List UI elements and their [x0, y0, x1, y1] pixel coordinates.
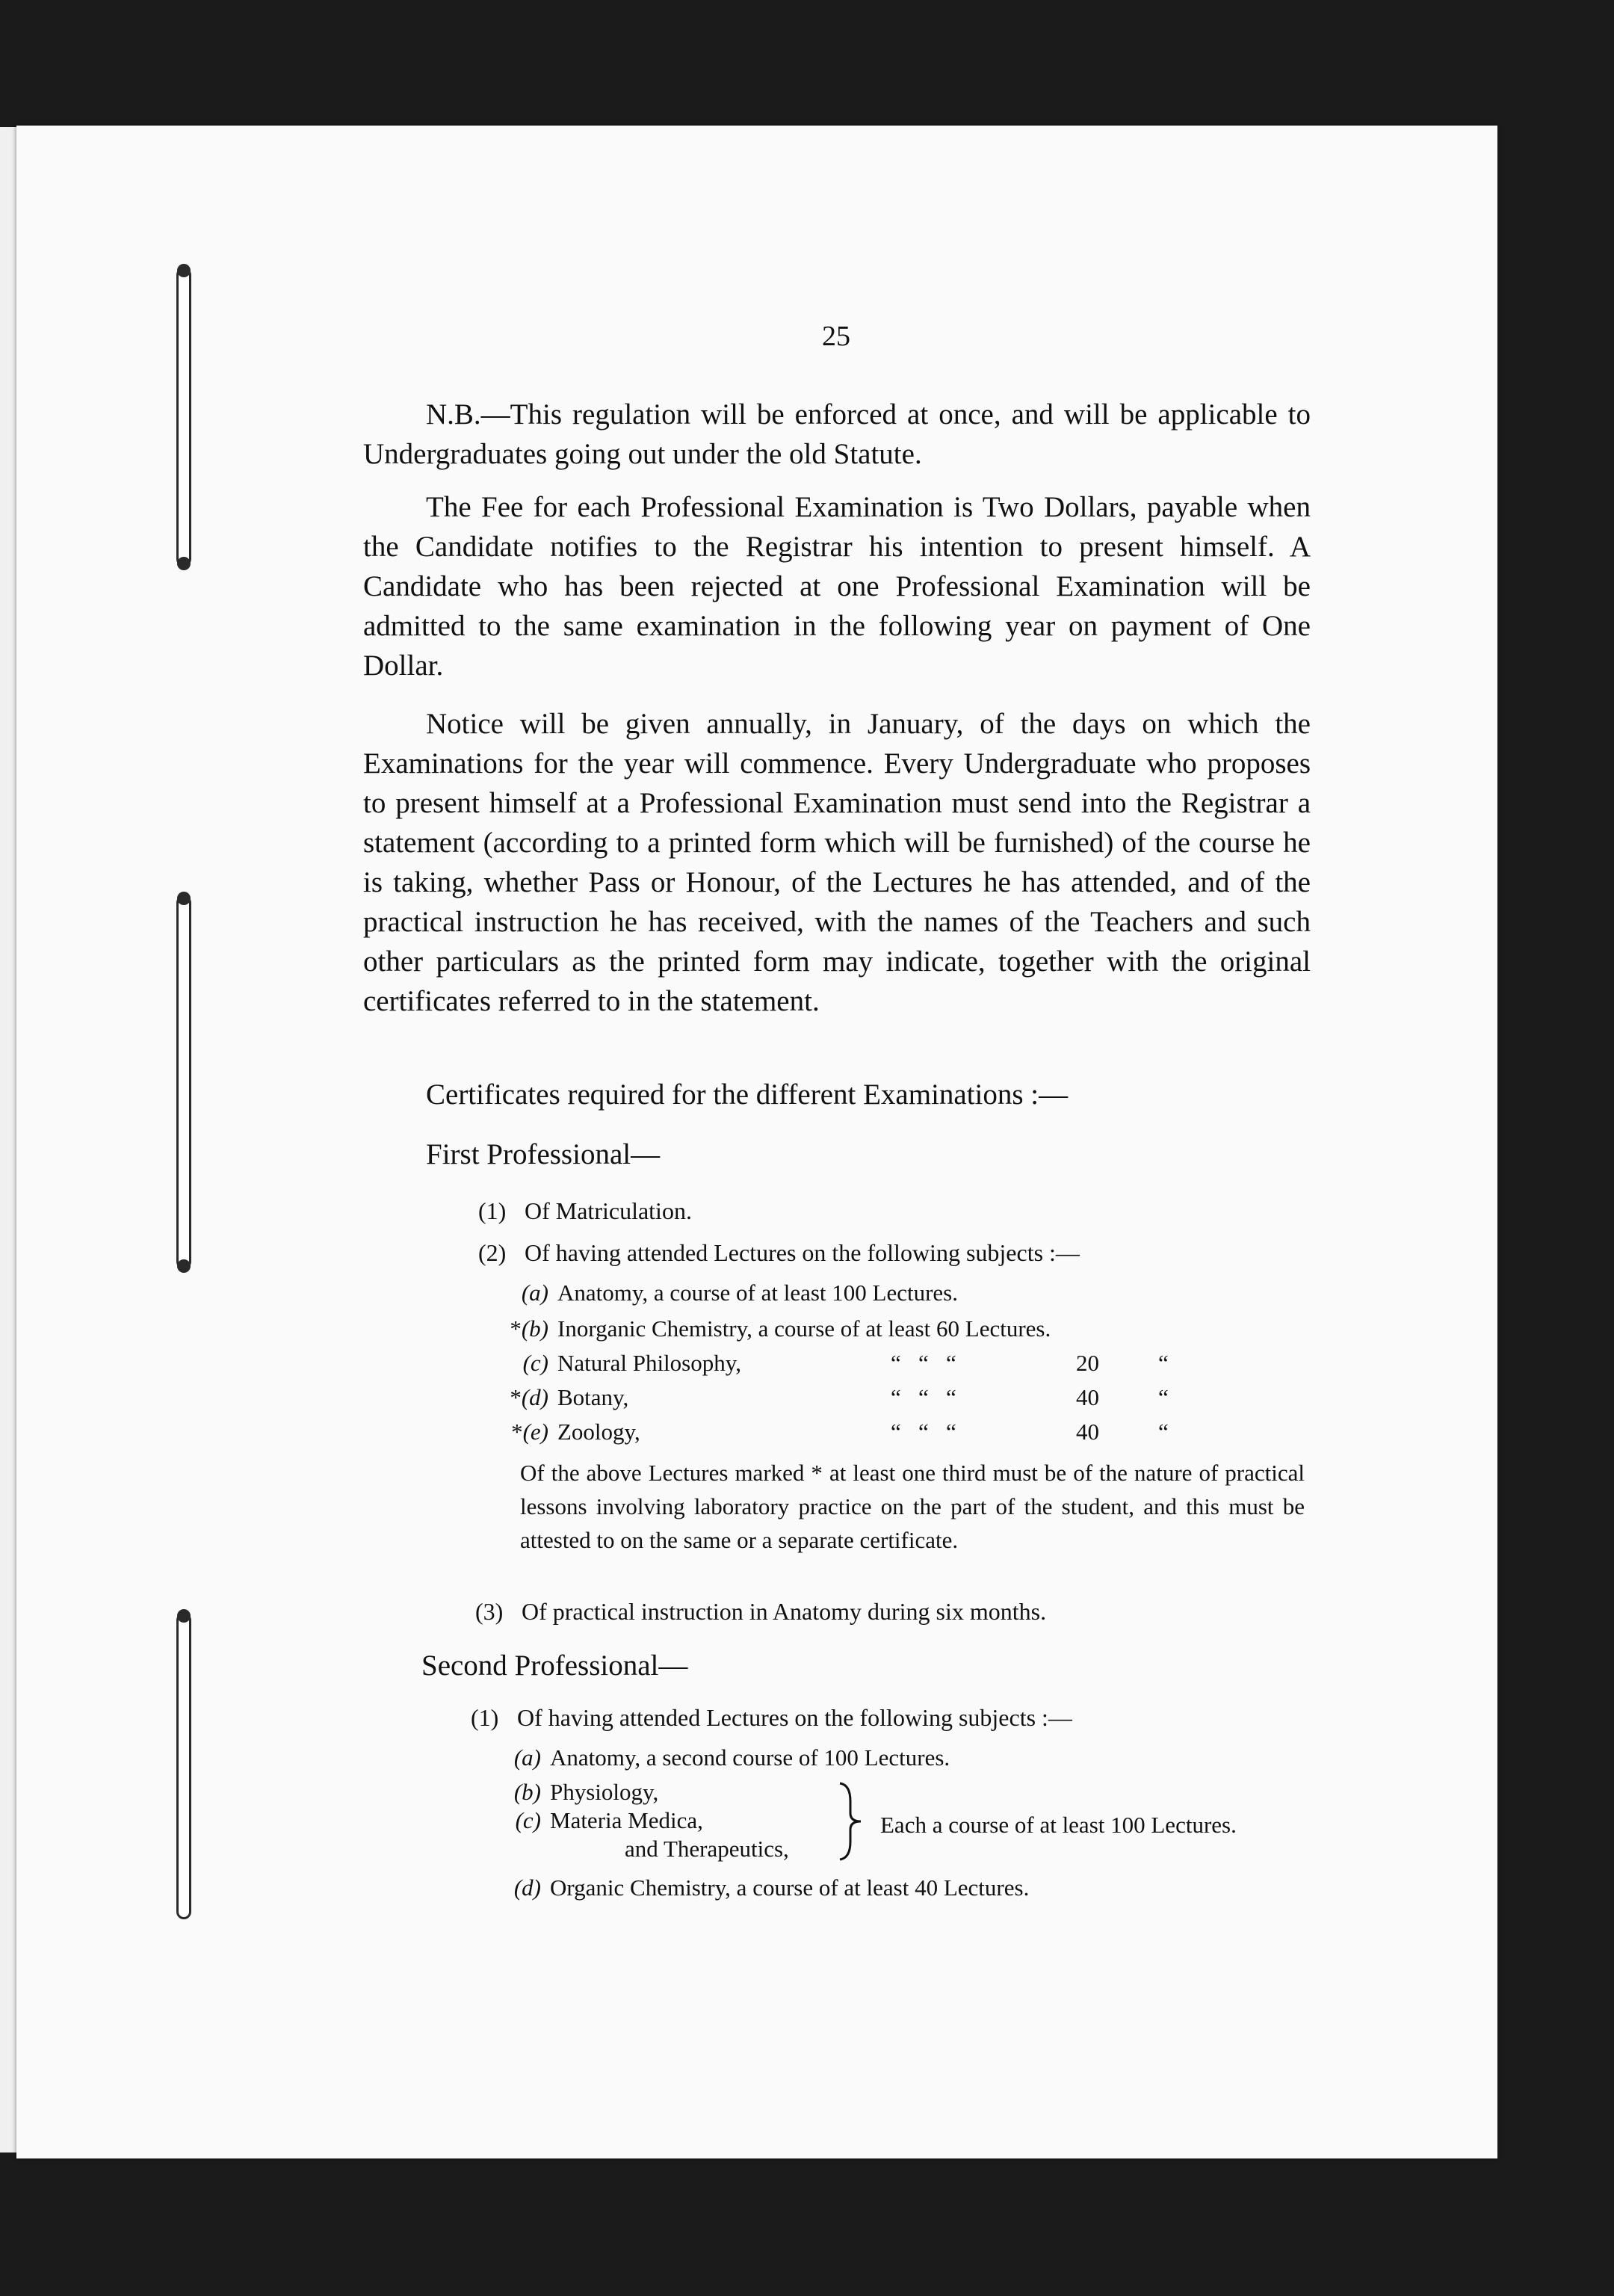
item-number: (2)	[478, 1239, 507, 1266]
stitch-knot	[177, 1609, 191, 1623]
starred-note: Of the above Lectures marked * at least one third must be of the nature of practical lessons involving laboratory practice on the part of the student, and this must be attested to on the same or a separate certificate.	[520, 1460, 1305, 1553]
sub-item	[505, 1419, 640, 1445]
stitch-knot	[177, 1259, 191, 1273]
item-number: (3)	[475, 1598, 504, 1625]
star-marker: *	[510, 1384, 522, 1410]
sub-text: Organic Chemistry, a course of at least 40 Lectures.	[550, 1874, 1030, 1901]
sub-item	[505, 1315, 1051, 1342]
sub-label: (d)	[513, 1874, 541, 1901]
binding-stitch	[176, 268, 191, 567]
sub-text: Natural Philosophy,	[557, 1350, 741, 1376]
sub-text: Botany,	[557, 1384, 629, 1410]
sub-text-continued: and Therapeutics,	[625, 1836, 789, 1862]
paragraph-notice: Notice will be given annually, in January, of the days on which the Examinations for the year will commence. Every Undergraduate who proposes to present himself at a Professional Examination must send into the Registrar a statement (according to a printed form which will be furnished) of the course he is taking, whether Pass or Honour, of the Lectures he has attended, and of the practical instruction he has received, with the names of the Teachers and such other particulars as the printed form may indicate, together with the original certificates referred to in the statement.	[363, 708, 1311, 1017]
stitch-knot	[177, 557, 191, 570]
lecture-count: 20	[1076, 1350, 1099, 1376]
sub-item	[505, 1350, 741, 1377]
page-number: 25	[822, 321, 850, 352]
sub-label: (c)	[522, 1350, 548, 1376]
lecture-count: 40	[1076, 1419, 1099, 1445]
ditto-end: “	[1158, 1419, 1169, 1445]
lecture-count: 40	[1076, 1384, 1099, 1410]
ditto-marks: “ “ “	[891, 1350, 956, 1376]
list-item	[471, 1704, 1072, 1732]
list-item	[478, 1197, 692, 1225]
stitch-knot	[177, 892, 191, 905]
binding-stitch	[176, 1613, 191, 1919]
scan-margin	[0, 127, 16, 2152]
item-number: (1)	[471, 1704, 499, 1731]
brace-note: Each a course of at least 100 Lectures.	[880, 1812, 1237, 1838]
sub-text: Materia Medica,	[550, 1807, 703, 1833]
list-item	[475, 1598, 1046, 1626]
star-marker: *	[510, 1315, 522, 1342]
sub-text: Physiology,	[550, 1779, 659, 1805]
ditto-end: “	[1158, 1384, 1169, 1410]
second-professional-heading: Second Professional—	[421, 1650, 688, 1682]
first-professional-heading: First Professional—	[426, 1138, 661, 1170]
list-item	[478, 1239, 1080, 1267]
binding-stitch	[176, 895, 191, 1269]
ditto-marks: “ “ “	[891, 1384, 956, 1410]
ditto-end: “	[1158, 1350, 1169, 1376]
sub-label: (a)	[513, 1744, 541, 1771]
item-text: Of Matriculation.	[525, 1197, 692, 1224]
item-text: Of practical instruction in Anatomy during six months.	[522, 1598, 1047, 1625]
sub-label: (b)	[513, 1779, 541, 1805]
sub-text: Anatomy, a course of at least 100 Lectures.	[557, 1280, 958, 1306]
sub-label: (c)	[515, 1807, 541, 1833]
sub-item	[505, 1280, 958, 1306]
right-brace	[835, 1780, 865, 1863]
star-marker: *	[511, 1419, 523, 1445]
sub-text: Inorganic Chemistry, a course of at least 60 Lectures.	[557, 1315, 1051, 1342]
sub-text: Zoology,	[557, 1419, 640, 1445]
paragraph-fee: The Fee for each Professional Examination is Two Dollars, payable when the Candidate notifies to the Registrar his intention to present himself. A Candidate who has been rejected at one Professional Examination will be admitted to the same examination in the following year on payment of One Dollar.	[363, 491, 1311, 682]
sub-item	[498, 1779, 658, 1806]
item-text: Of having attended Lectures on the following subjects :—	[525, 1239, 1080, 1266]
sub-item	[498, 1807, 703, 1834]
stitch-knot	[177, 264, 191, 277]
certificates-intro: Certificates required for the different Examinations :—	[426, 1078, 1069, 1111]
sub-item	[505, 1384, 628, 1411]
sub-label: (a)	[521, 1280, 548, 1306]
sub-label: (b)	[521, 1315, 548, 1342]
sub-item	[498, 1874, 1029, 1901]
item-text: Of having attended Lectures on the following subjects :—	[517, 1704, 1072, 1731]
sub-label: (e)	[522, 1419, 548, 1445]
sub-item	[498, 1744, 950, 1771]
item-number: (1)	[478, 1197, 507, 1224]
sub-label: (d)	[521, 1384, 548, 1410]
sub-text: Anatomy, a second course of 100 Lectures.	[550, 1744, 950, 1771]
ditto-marks: “ “ “	[891, 1419, 956, 1445]
paragraph-nb: N.B.—This regulation will be enforced at once, and will be applicable to Undergraduates going out under the old Statute.	[363, 398, 1311, 470]
